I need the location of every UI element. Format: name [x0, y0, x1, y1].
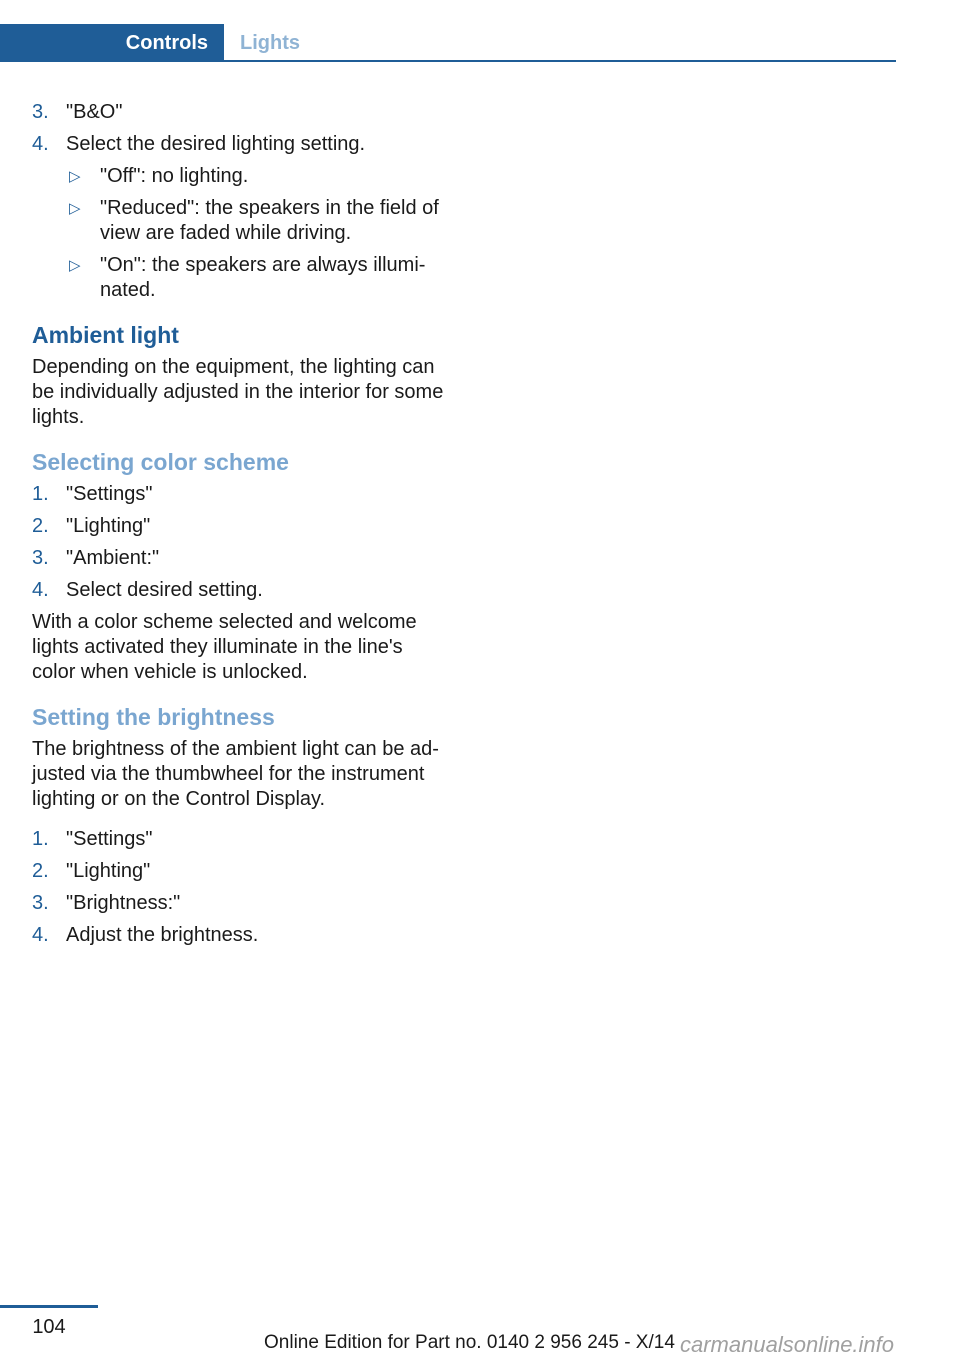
bullet-text: "On": the speakers are always illumi-nated.	[100, 254, 426, 301]
triangle-bullet-icon: ▷	[69, 257, 81, 274]
watermark: carmanualsonline.info	[680, 1332, 895, 1357]
section-body-brightness: The brightness of the ambient light can be ad-justed via the thumbwheel for the instrument lighting or on the Control Display.	[32, 738, 439, 810]
tab-lights[interactable]: Lights	[240, 31, 300, 54]
list-text: Adjust the brightness.	[66, 924, 259, 946]
footer-divider	[0, 1305, 98, 1308]
section-title-ambient: Ambient light	[32, 322, 179, 348]
list-number: 2.	[32, 860, 49, 882]
bullet-text: "Off": no lighting.	[100, 165, 249, 187]
bullet-item	[32, 253, 444, 303]
list-text: "Lighting"	[66, 515, 151, 537]
bullet-text: "Reduced": the speakers in the field of view are faded while driving.	[100, 197, 439, 244]
section-title-color-scheme: Selecting color scheme	[32, 449, 289, 475]
list-number: 1.	[32, 483, 49, 505]
list-number: 3.	[32, 547, 49, 569]
bullet-item	[32, 196, 444, 246]
list-item	[32, 100, 444, 125]
list-item	[32, 132, 444, 157]
list-item	[32, 827, 444, 852]
list-item	[32, 859, 444, 884]
list-item	[32, 482, 444, 507]
list-number: 3.	[32, 892, 49, 914]
header-divider	[0, 60, 896, 62]
list-number: 4.	[32, 133, 49, 155]
bullet-item	[32, 164, 444, 189]
list-text: Select desired setting.	[66, 579, 263, 601]
list-text: "Ambient:"	[66, 547, 160, 569]
list-item	[32, 578, 444, 603]
list-text: "Brightness:"	[66, 892, 181, 914]
list-text: "Lighting"	[66, 860, 151, 882]
list-item	[32, 891, 444, 916]
page-header	[0, 24, 896, 62]
list-number: 3.	[32, 101, 49, 123]
tab-controls[interactable]: Controls	[0, 24, 224, 62]
list-item	[32, 514, 444, 539]
main-content	[32, 100, 444, 955]
edition-info: Online Edition for Part no. 0140 2 956 245 - X/14	[264, 1332, 675, 1353]
list-item	[32, 546, 444, 571]
list-text: "Settings"	[66, 483, 153, 505]
list-number: 1.	[32, 828, 49, 850]
page-number: 104	[32, 1316, 66, 1338]
list-item	[32, 923, 444, 948]
list-number: 4.	[32, 579, 49, 601]
section-body-ambient: Depending on the equipment, the lighting can be individually adjusted in the interior for some lights.	[32, 356, 444, 428]
list-number: 4.	[32, 924, 49, 946]
list-text: Select the desired lighting setting.	[66, 133, 366, 155]
list-text: "Settings"	[66, 828, 153, 850]
list-number: 2.	[32, 515, 49, 537]
triangle-bullet-icon: ▷	[69, 168, 81, 185]
color-scheme-note: With a color scheme selected and welcome lights activated they illuminate in the line's color when vehicle is unlocked.	[32, 611, 417, 683]
triangle-bullet-icon: ▷	[69, 200, 81, 217]
list-text: "B&O"	[66, 101, 123, 123]
section-title-brightness: Setting the brightness	[32, 704, 275, 730]
